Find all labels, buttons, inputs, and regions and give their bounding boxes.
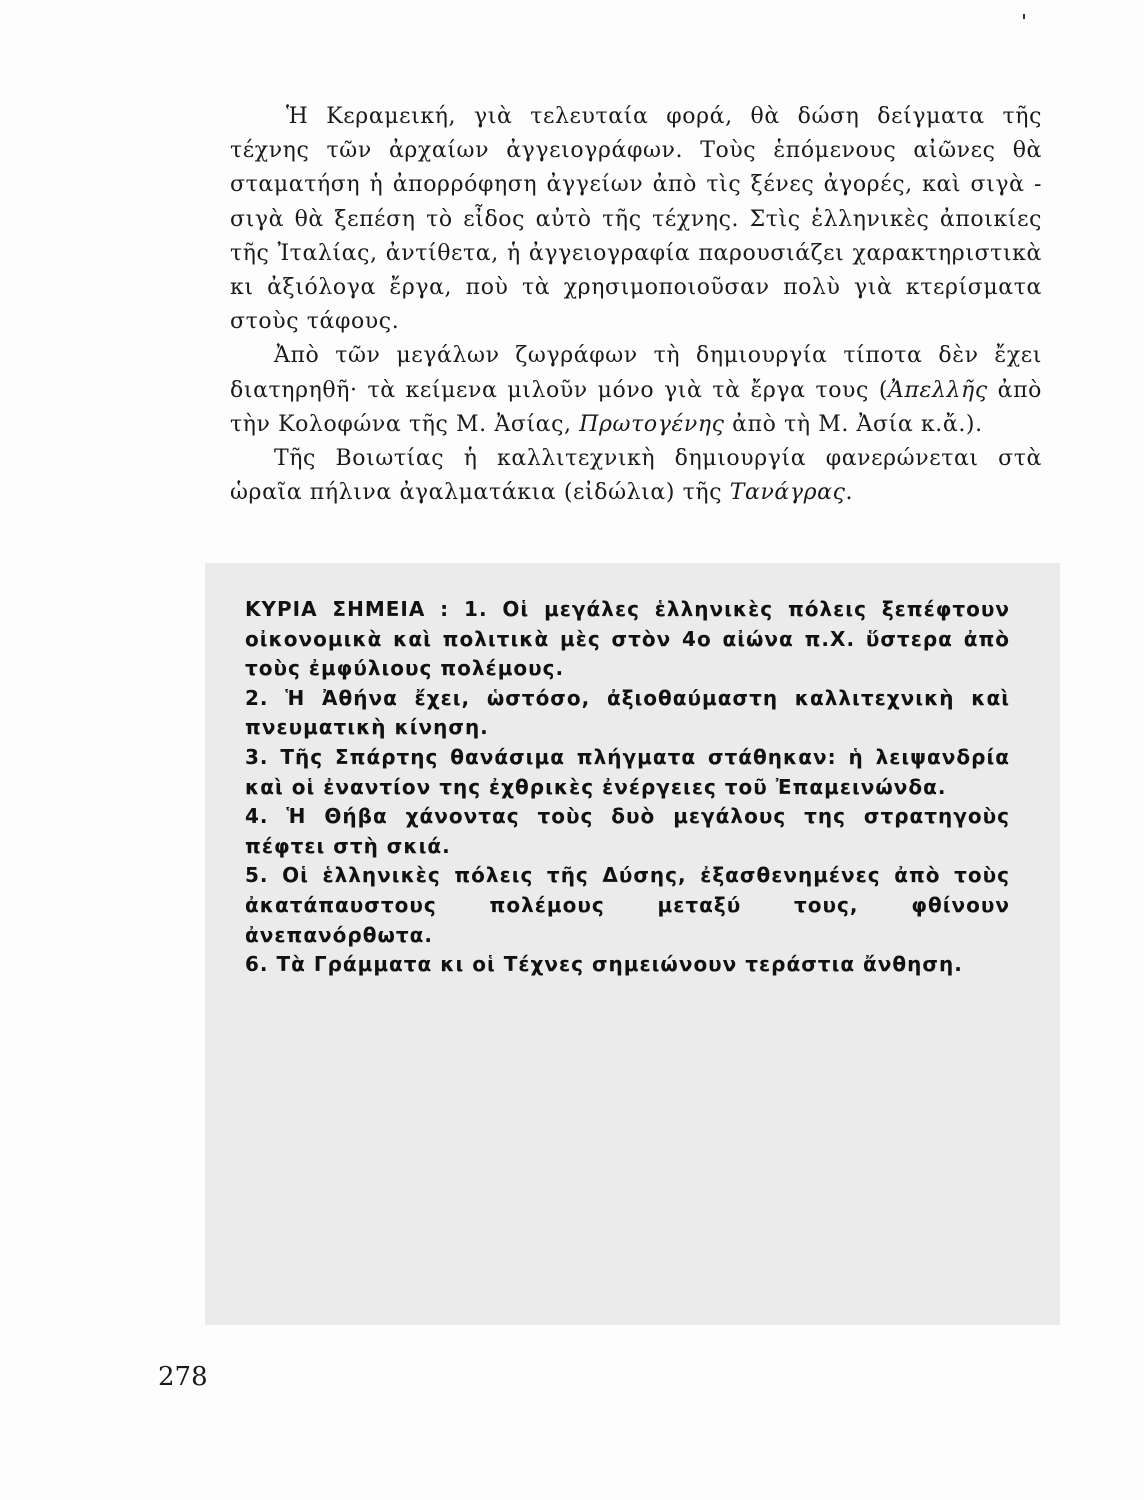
key-point-1-text: 1. Οἱ μεγάλες ἑλληνικὲς πόλεις ξεπέφτουν οἰκονομικὰ καὶ πολιτικὰ μὲς στὸν 4ο αἰώνα π.Χ. ὕστερα ἀπὸ τοὺς ἐμφύλιους πολέμους. xyxy=(245,597,1010,681)
paragraph-ceramics: Ἡ Κεραμεική, γιὰ τελευταία φορά, θὰ δώση δείγματα τῆς τέχνης τῶν ἀρχαίων ἀγγειογράφων. Τοὺς ἑπόμενους αἰῶνες θὰ σταματήση ἡ ἀπορρόφηση ἀγγείων ἀπὸ τὶς ξένες ἀγορές, καὶ σιγὰ - σιγὰ θὰ ξεπέση τὸ εἶδος αὐτὸ τῆς τέχνης. Στὶς ἑλληνικὲς ἀποικίες τῆς Ἰταλίας, ἀντίθετα, ἡ ἀγγειογραφία παρουσιάζει χαρακτηριστικὰ κι ἀξιόλογα ἔργα, ποὺ τὰ χρησιμοποιοῦσαν πολὺ γιὰ κτερίσματα στοὺς τάφους. xyxy=(230,104,1042,335)
painters-text-end: ἀπὸ τὴ Μ. Ἀσία κ.ἄ.). xyxy=(724,411,983,437)
key-points xyxy=(245,595,1010,980)
painters-text-start: Ἀπὸ τῶν μεγάλων ζωγράφων τὴ δημιουργία τίποτα δὲν ἔχει διατηρηθῆ· τὰ κείμενα μιλοῦν μόνο γιὰ τὰ ἔργα τους ( xyxy=(230,343,1042,403)
key-point-3: 3. Τῆς Σπάρτης θανάσιμα πλήγματα στάθηκαν: ἡ λειψανδρία καὶ οἱ ἐναντίον της ἐχθρικὲς ἐνέργειες τοῦ Ἐπαμεινώνδα. xyxy=(245,744,1010,799)
key-point-5: 5. Οἱ ἑλληνικὲς πόλεις τῆς Δύσης, ἐξασθενημένες ἀπὸ τοὺς ἀκατάπαυστους πολέμους μεταξύ τους, φθίνουν ἀνεπανόρθωτα. xyxy=(245,863,1010,947)
key-point-2: 2. Ἡ Ἀθήνα ἔχει, ὡστόσο, ἀξιοθαύμαστη καλλιτεχνικὴ καὶ πνευματικὴ κίνηση. xyxy=(245,685,1010,740)
painter-protogenes: Πρωτογένης xyxy=(579,411,725,437)
boeotia-text-start: Τῆς Βοιωτίας ἡ καλλιτεχνικὴ δημιουργία φανερώνεται στὰ ὡραῖα πήλινα ἀγαλματάκια (εἰδώλια) τῆς xyxy=(230,446,1042,506)
scan-speck xyxy=(1023,14,1025,19)
key-point-4: 4. Ἡ Θήβα χάνοντας τοὺς δυὸ μεγάλους της στρατηγοὺς πέφτει στὴ σκιά. xyxy=(245,804,1010,858)
paragraph-painters xyxy=(230,339,1042,442)
key-points-heading: ΚΥΡΙΑ ΣΗΜΕΙΑ : xyxy=(245,597,450,621)
main-text xyxy=(230,100,1042,510)
painters-text-mid: ἀπὸ τὴν Κολοφώνα τῆς Μ. Ἀσίας, xyxy=(230,377,1042,437)
tanagra-name: Τανάγρας xyxy=(729,480,846,506)
key-point-1 xyxy=(245,595,1010,684)
paragraph-boeotia xyxy=(230,442,1042,510)
boeotia-text-end: . xyxy=(845,480,854,506)
page-number: 278 xyxy=(158,1362,208,1392)
painter-apelles: Ἀπελλῆς xyxy=(888,377,988,403)
key-point-6: 6. Τὰ Γράμματα κι οἱ Τέχνες σημειώνουν τεράστια ἄνθηση. xyxy=(245,952,963,977)
